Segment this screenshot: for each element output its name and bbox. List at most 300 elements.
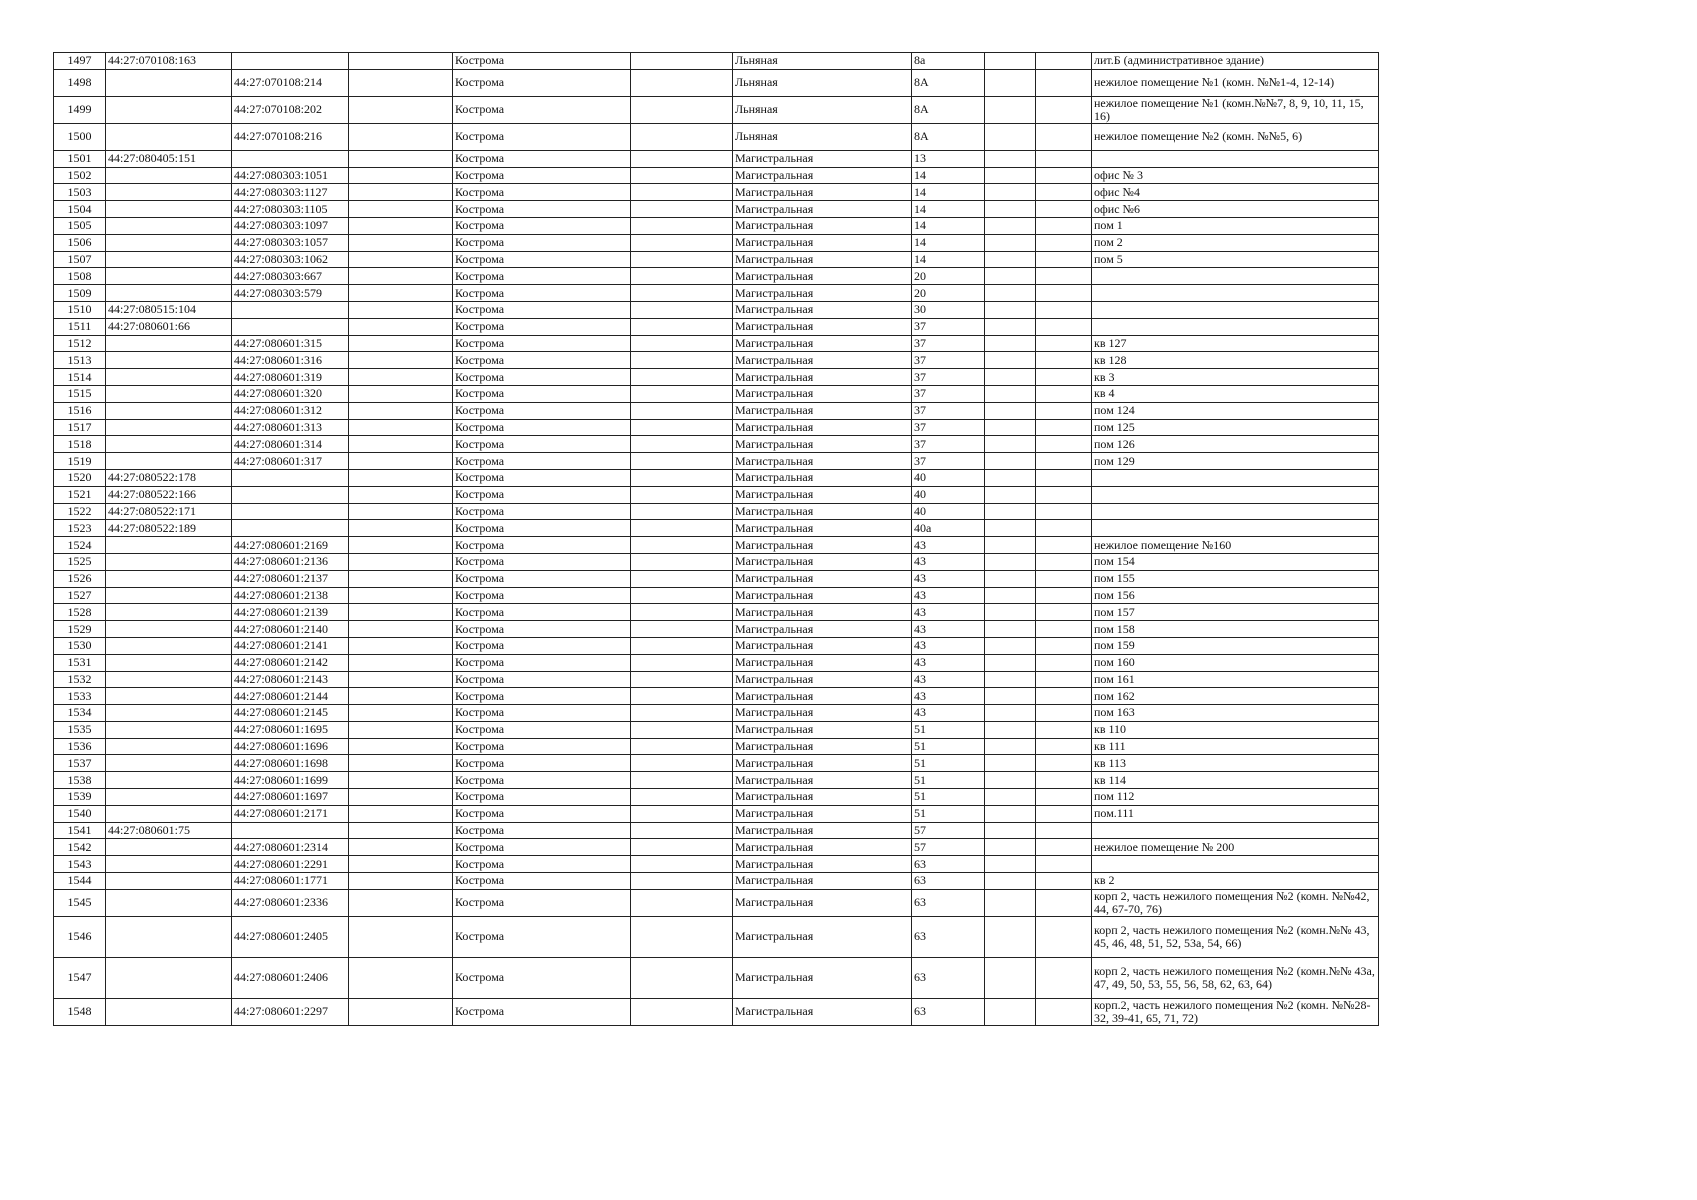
empty-cell — [349, 789, 453, 806]
house-number-cell: 14 — [912, 234, 985, 251]
parcel-cadastral-number-cell — [106, 69, 232, 96]
row-number-cell: 1528 — [54, 604, 106, 621]
empty-cell — [631, 436, 733, 453]
city-cell: Кострома — [453, 621, 631, 638]
parcel-cadastral-number-cell — [106, 998, 232, 1025]
table-row — [54, 486, 1379, 503]
empty-cell — [1036, 998, 1092, 1025]
premises-description-cell — [1092, 150, 1379, 167]
house-number-cell: 63 — [912, 889, 985, 916]
empty-cell — [349, 436, 453, 453]
house-number-cell: 37 — [912, 402, 985, 419]
row-number-cell: 1527 — [54, 587, 106, 604]
empty-cell — [349, 469, 453, 486]
empty-cell — [985, 352, 1036, 369]
house-number-cell: 63 — [912, 957, 985, 998]
parcel-cadastral-number-cell — [106, 268, 232, 285]
empty-cell — [631, 856, 733, 873]
house-number-cell: 37 — [912, 352, 985, 369]
empty-cell — [631, 123, 733, 150]
premises-description-cell: пом 5 — [1092, 251, 1379, 268]
premises-cadastral-number-cell: 44:27:080303:1105 — [232, 201, 349, 218]
row-number-cell: 1504 — [54, 201, 106, 218]
city-cell: Кострома — [453, 167, 631, 184]
empty-cell — [1036, 537, 1092, 554]
parcel-cadastral-number-cell: 44:27:080522:189 — [106, 520, 232, 537]
parcel-cadastral-number-cell — [106, 123, 232, 150]
street-cell: Магистральная — [733, 150, 912, 167]
empty-cell — [985, 167, 1036, 184]
premises-cadastral-number-cell: 44:27:080601:2171 — [232, 805, 349, 822]
table-row — [54, 789, 1379, 806]
premises-cadastral-number-cell: 44:27:080303:1097 — [232, 217, 349, 234]
empty-cell — [349, 957, 453, 998]
parcel-cadastral-number-cell — [106, 604, 232, 621]
table-row — [54, 654, 1379, 671]
row-number-cell: 1503 — [54, 184, 106, 201]
empty-cell — [349, 419, 453, 436]
empty-cell — [1036, 587, 1092, 604]
row-number-cell: 1516 — [54, 402, 106, 419]
empty-cell — [1036, 53, 1092, 70]
city-cell: Кострома — [453, 503, 631, 520]
empty-cell — [985, 520, 1036, 537]
house-number-cell: 37 — [912, 335, 985, 352]
row-number-cell: 1530 — [54, 637, 106, 654]
street-cell: Магистральная — [733, 234, 912, 251]
house-number-cell: 43 — [912, 705, 985, 722]
parcel-cadastral-number-cell — [106, 217, 232, 234]
house-number-cell: 63 — [912, 873, 985, 890]
premises-description-cell: офис № 3 — [1092, 167, 1379, 184]
empty-cell — [985, 570, 1036, 587]
city-cell: Кострома — [453, 604, 631, 621]
premises-cadastral-number-cell: 44:27:080601:2136 — [232, 553, 349, 570]
premises-description-cell: кв 113 — [1092, 755, 1379, 772]
empty-cell — [349, 184, 453, 201]
premises-description-cell: нежилое помещение №1 (комн.№№7, 8, 9, 10, 11, 15, 16) — [1092, 96, 1379, 123]
house-number-cell: 51 — [912, 789, 985, 806]
table-row — [54, 957, 1379, 998]
street-cell: Магистральная — [733, 402, 912, 419]
parcel-cadastral-number-cell — [106, 234, 232, 251]
city-cell: Кострома — [453, 436, 631, 453]
premises-description-cell: корп.2, часть нежилого помещения №2 (комн. №№28-32, 39-41, 65, 71, 72) — [1092, 998, 1379, 1025]
parcel-cadastral-number-cell: 44:27:080405:151 — [106, 150, 232, 167]
table-row — [54, 53, 1379, 70]
row-number-cell: 1500 — [54, 123, 106, 150]
empty-cell — [1036, 654, 1092, 671]
house-number-cell: 43 — [912, 671, 985, 688]
table-row — [54, 184, 1379, 201]
table-row — [54, 705, 1379, 722]
empty-cell — [1036, 755, 1092, 772]
row-number-cell: 1509 — [54, 285, 106, 302]
street-cell: Магистральная — [733, 167, 912, 184]
premises-cadastral-number-cell: 44:27:080601:2145 — [232, 705, 349, 722]
parcel-cadastral-number-cell: 44:27:080601:66 — [106, 318, 232, 335]
empty-cell — [985, 789, 1036, 806]
house-number-cell: 51 — [912, 755, 985, 772]
city-cell: Кострома — [453, 822, 631, 839]
row-number-cell: 1544 — [54, 873, 106, 890]
empty-cell — [349, 755, 453, 772]
premises-description-cell: кв 110 — [1092, 721, 1379, 738]
table-row — [54, 301, 1379, 318]
premises-description-cell: лит.Б (административное здание) — [1092, 53, 1379, 70]
row-number-cell: 1507 — [54, 251, 106, 268]
premises-cadastral-number-cell: 44:27:080601:2143 — [232, 671, 349, 688]
empty-cell — [631, 520, 733, 537]
empty-cell — [985, 604, 1036, 621]
empty-cell — [985, 503, 1036, 520]
empty-cell — [985, 217, 1036, 234]
empty-cell — [631, 772, 733, 789]
row-number-cell: 1534 — [54, 705, 106, 722]
empty-cell — [1036, 201, 1092, 218]
city-cell: Кострома — [453, 402, 631, 419]
house-number-cell: 57 — [912, 822, 985, 839]
empty-cell — [985, 251, 1036, 268]
premises-cadastral-number-cell: 44:27:070108:202 — [232, 96, 349, 123]
empty-cell — [985, 486, 1036, 503]
city-cell: Кострома — [453, 839, 631, 856]
parcel-cadastral-number-cell — [106, 285, 232, 302]
premises-description-cell — [1092, 856, 1379, 873]
empty-cell — [349, 268, 453, 285]
empty-cell — [1036, 402, 1092, 419]
parcel-cadastral-number-cell — [106, 889, 232, 916]
premises-description-cell: кв 127 — [1092, 335, 1379, 352]
empty-cell — [349, 537, 453, 554]
street-cell: Магистральная — [733, 621, 912, 638]
empty-cell — [1036, 957, 1092, 998]
parcel-cadastral-number-cell — [106, 738, 232, 755]
premises-description-cell: пом.111 — [1092, 805, 1379, 822]
street-cell: Магистральная — [733, 217, 912, 234]
empty-cell — [631, 150, 733, 167]
table-row — [54, 537, 1379, 554]
row-number-cell: 1498 — [54, 69, 106, 96]
parcel-cadastral-number-cell — [106, 402, 232, 419]
empty-cell — [1036, 688, 1092, 705]
premises-cadastral-number-cell — [232, 822, 349, 839]
empty-cell — [631, 251, 733, 268]
table-row — [54, 772, 1379, 789]
premises-cadastral-number-cell: 44:27:080601:1771 — [232, 873, 349, 890]
house-number-cell: 43 — [912, 654, 985, 671]
empty-cell — [985, 916, 1036, 957]
parcel-cadastral-number-cell — [106, 789, 232, 806]
street-cell: Магистральная — [733, 301, 912, 318]
city-cell: Кострома — [453, 251, 631, 268]
row-number-cell: 1539 — [54, 789, 106, 806]
row-number-cell: 1540 — [54, 805, 106, 822]
empty-cell — [349, 301, 453, 318]
city-cell: Кострома — [453, 369, 631, 386]
empty-cell — [1036, 503, 1092, 520]
empty-cell — [349, 167, 453, 184]
parcel-cadastral-number-cell — [106, 184, 232, 201]
premises-description-cell: пом 124 — [1092, 402, 1379, 419]
empty-cell — [985, 553, 1036, 570]
premises-description-cell: пом 129 — [1092, 453, 1379, 470]
empty-cell — [985, 705, 1036, 722]
premises-description-cell: пом 159 — [1092, 637, 1379, 654]
city-cell: Кострома — [453, 755, 631, 772]
empty-cell — [1036, 637, 1092, 654]
row-number-cell: 1520 — [54, 469, 106, 486]
empty-cell — [1036, 268, 1092, 285]
house-number-cell: 40 — [912, 503, 985, 520]
empty-cell — [1036, 604, 1092, 621]
empty-cell — [1036, 150, 1092, 167]
empty-cell — [985, 436, 1036, 453]
row-number-cell: 1501 — [54, 150, 106, 167]
empty-cell — [631, 957, 733, 998]
premises-cadastral-number-cell: 44:27:080601:1695 — [232, 721, 349, 738]
table-row — [54, 268, 1379, 285]
parcel-cadastral-number-cell — [106, 957, 232, 998]
street-cell: Магистральная — [733, 469, 912, 486]
empty-cell — [1036, 301, 1092, 318]
table-row — [54, 671, 1379, 688]
empty-cell — [1036, 251, 1092, 268]
table-row — [54, 96, 1379, 123]
table-row — [54, 402, 1379, 419]
empty-cell — [985, 957, 1036, 998]
street-cell: Магистральная — [733, 637, 912, 654]
house-number-cell: 63 — [912, 916, 985, 957]
city-cell: Кострома — [453, 889, 631, 916]
empty-cell — [1036, 570, 1092, 587]
row-number-cell: 1543 — [54, 856, 106, 873]
house-number-cell: 51 — [912, 772, 985, 789]
street-cell: Магистральная — [733, 419, 912, 436]
empty-cell — [631, 96, 733, 123]
house-number-cell: 30 — [912, 301, 985, 318]
city-cell: Кострома — [453, 385, 631, 402]
premises-cadastral-number-cell: 44:27:080601:1699 — [232, 772, 349, 789]
empty-cell — [985, 96, 1036, 123]
parcel-cadastral-number-cell — [106, 916, 232, 957]
row-number-cell: 1524 — [54, 537, 106, 554]
parcel-cadastral-number-cell — [106, 352, 232, 369]
city-cell: Кострома — [453, 123, 631, 150]
empty-cell — [349, 688, 453, 705]
city-cell: Кострома — [453, 234, 631, 251]
street-cell: Магистральная — [733, 738, 912, 755]
house-number-cell: 14 — [912, 217, 985, 234]
table-row — [54, 822, 1379, 839]
table-row — [54, 998, 1379, 1025]
house-number-cell: 40 — [912, 486, 985, 503]
empty-cell — [1036, 69, 1092, 96]
house-number-cell: 43 — [912, 587, 985, 604]
empty-cell — [985, 234, 1036, 251]
city-cell: Кострома — [453, 469, 631, 486]
premises-description-cell — [1092, 486, 1379, 503]
house-number-cell: 37 — [912, 385, 985, 402]
empty-cell — [985, 856, 1036, 873]
empty-cell — [1036, 486, 1092, 503]
street-cell: Магистральная — [733, 789, 912, 806]
empty-cell — [631, 805, 733, 822]
row-number-cell: 1548 — [54, 998, 106, 1025]
premises-description-cell — [1092, 520, 1379, 537]
empty-cell — [349, 553, 453, 570]
premises-cadastral-number-cell: 44:27:080601:2140 — [232, 621, 349, 638]
parcel-cadastral-number-cell — [106, 537, 232, 554]
city-cell: Кострома — [453, 184, 631, 201]
parcel-cadastral-number-cell — [106, 772, 232, 789]
table-row — [54, 621, 1379, 638]
row-number-cell: 1542 — [54, 839, 106, 856]
parcel-cadastral-number-cell — [106, 201, 232, 218]
premises-description-cell: нежилое помещение №1 (комн. №№1-4, 12-14) — [1092, 69, 1379, 96]
empty-cell — [631, 486, 733, 503]
street-cell: Магистральная — [733, 570, 912, 587]
empty-cell — [631, 469, 733, 486]
street-cell: Льняная — [733, 96, 912, 123]
house-number-cell: 43 — [912, 570, 985, 587]
street-cell: Магистральная — [733, 486, 912, 503]
city-cell: Кострома — [453, 654, 631, 671]
empty-cell — [631, 822, 733, 839]
table-row — [54, 755, 1379, 772]
empty-cell — [349, 453, 453, 470]
empty-cell — [1036, 916, 1092, 957]
street-cell: Магистральная — [733, 553, 912, 570]
empty-cell — [349, 96, 453, 123]
empty-cell — [985, 805, 1036, 822]
empty-cell — [349, 916, 453, 957]
street-cell: Магистральная — [733, 335, 912, 352]
empty-cell — [349, 822, 453, 839]
empty-cell — [349, 856, 453, 873]
parcel-cadastral-number-cell — [106, 587, 232, 604]
table-row — [54, 318, 1379, 335]
premises-cadastral-number-cell: 44:27:080601:319 — [232, 369, 349, 386]
premises-description-cell — [1092, 822, 1379, 839]
table-row — [54, 688, 1379, 705]
street-cell: Магистральная — [733, 352, 912, 369]
empty-cell — [631, 234, 733, 251]
row-number-cell: 1522 — [54, 503, 106, 520]
row-number-cell: 1506 — [54, 234, 106, 251]
empty-cell — [985, 873, 1036, 890]
empty-cell — [985, 318, 1036, 335]
table-row — [54, 839, 1379, 856]
empty-cell — [631, 889, 733, 916]
empty-cell — [349, 69, 453, 96]
street-cell: Магистральная — [733, 369, 912, 386]
house-number-cell: 8А — [912, 69, 985, 96]
premises-cadastral-number-cell — [232, 486, 349, 503]
table-row — [54, 335, 1379, 352]
premises-description-cell: кв 3 — [1092, 369, 1379, 386]
city-cell: Кострома — [453, 671, 631, 688]
empty-cell — [631, 167, 733, 184]
premises-cadastral-number-cell: 44:27:080601:2137 — [232, 570, 349, 587]
city-cell: Кострома — [453, 856, 631, 873]
premises-cadastral-number-cell — [232, 301, 349, 318]
row-number-cell: 1546 — [54, 916, 106, 957]
premises-description-cell: кв 114 — [1092, 772, 1379, 789]
empty-cell — [1036, 318, 1092, 335]
house-number-cell: 63 — [912, 856, 985, 873]
street-cell: Магистральная — [733, 671, 912, 688]
row-number-cell: 1529 — [54, 621, 106, 638]
parcel-cadastral-number-cell: 44:27:080601:75 — [106, 822, 232, 839]
empty-cell — [985, 738, 1036, 755]
premises-description-cell: офис №6 — [1092, 201, 1379, 218]
table-row — [54, 637, 1379, 654]
parcel-cadastral-number-cell — [106, 553, 232, 570]
premises-cadastral-number-cell: 44:27:080601:2139 — [232, 604, 349, 621]
premises-description-cell: нежилое помещение № 200 — [1092, 839, 1379, 856]
row-number-cell: 1541 — [54, 822, 106, 839]
premises-cadastral-number-cell: 44:27:080601:2138 — [232, 587, 349, 604]
street-cell: Магистральная — [733, 201, 912, 218]
street-cell: Магистральная — [733, 520, 912, 537]
house-number-cell: 57 — [912, 839, 985, 856]
empty-cell — [631, 419, 733, 436]
parcel-cadastral-number-cell: 44:27:080522:171 — [106, 503, 232, 520]
city-cell: Кострома — [453, 69, 631, 96]
street-cell: Магистральная — [733, 285, 912, 302]
city-cell: Кострома — [453, 705, 631, 722]
parcel-cadastral-number-cell — [106, 436, 232, 453]
empty-cell — [1036, 234, 1092, 251]
premises-description-cell: пом 163 — [1092, 705, 1379, 722]
parcel-cadastral-number-cell — [106, 755, 232, 772]
city-cell: Кострома — [453, 419, 631, 436]
house-number-cell: 8а — [912, 53, 985, 70]
house-number-cell: 14 — [912, 251, 985, 268]
city-cell: Кострома — [453, 318, 631, 335]
house-number-cell: 43 — [912, 553, 985, 570]
city-cell: Кострома — [453, 285, 631, 302]
premises-description-cell: пом 155 — [1092, 570, 1379, 587]
premises-cadastral-number-cell: 44:27:080601:2141 — [232, 637, 349, 654]
street-cell: Магистральная — [733, 805, 912, 822]
premises-cadastral-number-cell: 44:27:080601:1697 — [232, 789, 349, 806]
row-number-cell: 1537 — [54, 755, 106, 772]
empty-cell — [631, 352, 733, 369]
premises-cadastral-number-cell: 44:27:080601:1696 — [232, 738, 349, 755]
empty-cell — [1036, 805, 1092, 822]
empty-cell — [349, 285, 453, 302]
empty-cell — [349, 705, 453, 722]
premises-description-cell: нежилое помещение №2 (комн. №№5, 6) — [1092, 123, 1379, 150]
empty-cell — [631, 671, 733, 688]
empty-cell — [631, 537, 733, 554]
empty-cell — [349, 671, 453, 688]
table-row — [54, 436, 1379, 453]
empty-cell — [631, 738, 733, 755]
empty-cell — [349, 839, 453, 856]
house-number-cell: 51 — [912, 738, 985, 755]
premises-description-cell — [1092, 301, 1379, 318]
premises-description-cell: кв 128 — [1092, 352, 1379, 369]
empty-cell — [349, 217, 453, 234]
premises-cadastral-number-cell — [232, 520, 349, 537]
house-number-cell: 37 — [912, 369, 985, 386]
premises-cadastral-number-cell: 44:27:080601:2405 — [232, 916, 349, 957]
empty-cell — [631, 570, 733, 587]
premises-cadastral-number-cell: 44:27:080601:316 — [232, 352, 349, 369]
